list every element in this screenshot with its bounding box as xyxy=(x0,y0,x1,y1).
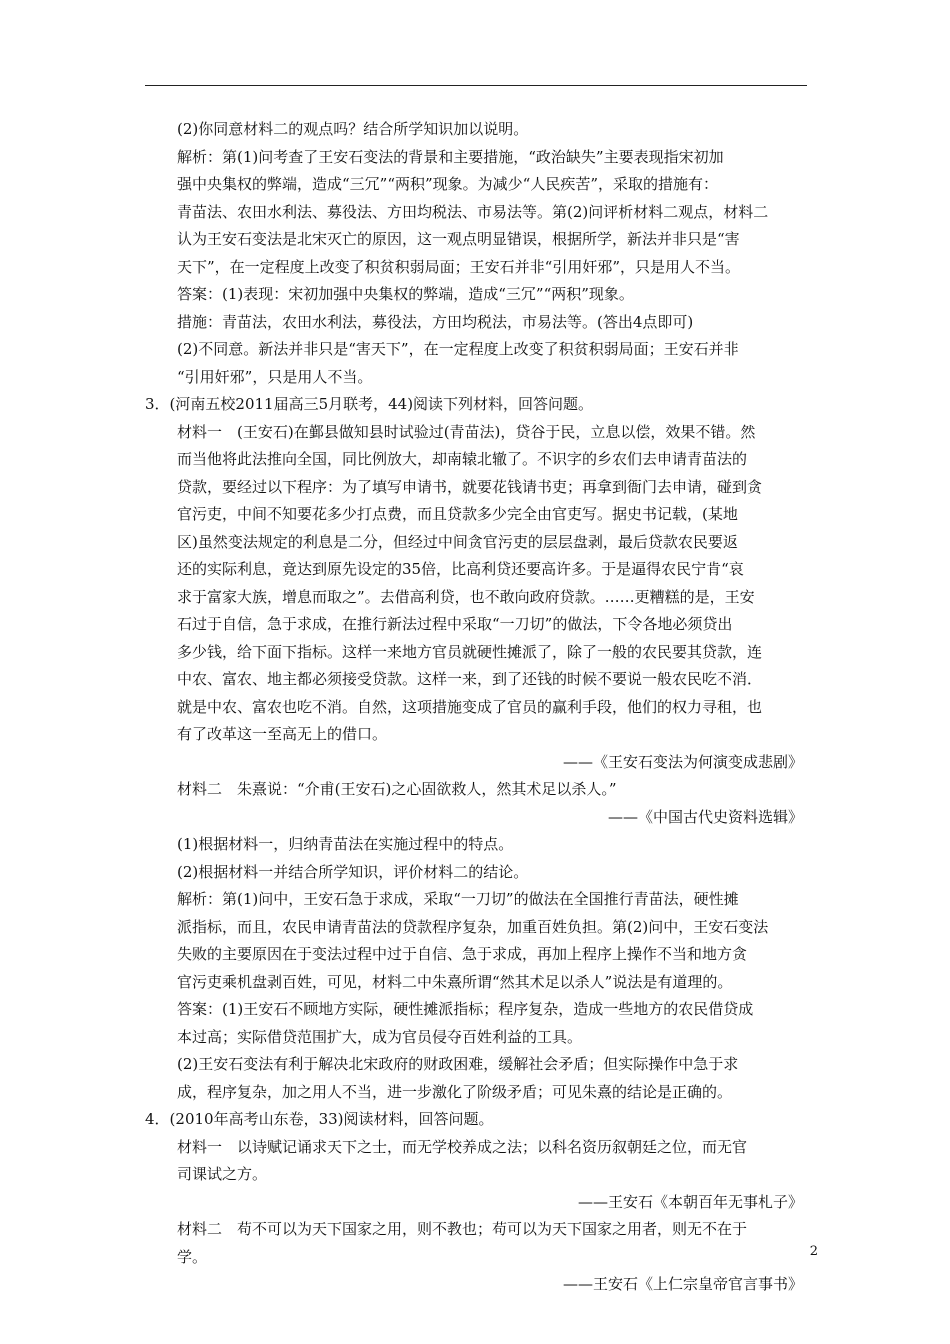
text-line: (2)不同意。新法并非只是“害天下”，在一定程度上改变了积贫积弱局面；王安石并非 xyxy=(177,340,739,358)
text-line: 贷款，要经过以下程序：为了填写申请书，就要花钱请书吏；再拿到衙门去申请，碰到贪 xyxy=(177,477,763,496)
text-line: 材料二 朱熹说：“介甫(王安石)之心固欲救人，然其术足以杀人。” xyxy=(177,780,617,798)
text-line: 区)虽然变法规定的利息是二分，但经过中间贪官污吏的层层盘剥，最后贷款农民要返 xyxy=(177,532,738,551)
text-line: 材料一 (王安石)在鄞县做知县时试验过(青苗法)，贷谷于民，立息以偿，效果不错。然 xyxy=(177,422,756,441)
text-line: 认为王安石变法是北宋灭亡的原因，这一观点明显错误，根据所学，新法并非只是“害 xyxy=(177,230,740,248)
document-body xyxy=(145,116,807,1299)
source-citation: ——《中国古代史资料选辑》 xyxy=(607,807,803,826)
text-line: 石过于自信，急于求成，在推行新法过程中采取“一刀切”的做法，下令各地必须贷出 xyxy=(177,615,733,633)
text-line: 还的实际利息，竟达到原先设定的35倍，比高利贷还要高许多。于是逼得农民宁肯“哀 xyxy=(177,560,744,578)
text-line: 3．(河南五校2011届高三5月联考，44)阅读下列材料，回答问题。 xyxy=(145,395,594,413)
text-line: 失败的主要原因在于变法过程中过于自信、急于求成，再加上程序上操作不当和地方贪 xyxy=(177,945,748,963)
text-line: 强中央集权的弊端，造成“三冗”“两积”现象。为减少“人民疾苦”，采取的措施有： xyxy=(177,175,719,193)
text-line: 本过高；实际借贷范围扩大，成为官员侵夺百姓利益的工具。 xyxy=(177,1027,583,1046)
text-line: (1)根据材料一，归纳青苗法在实施过程中的特点。 xyxy=(177,835,514,853)
text-line: 解析：第(1)问中，王安石急于求成，采取“一刀切”的做法在全国推行青苗法，硬性摊 xyxy=(177,890,739,908)
text-line: 学。 xyxy=(177,1247,208,1266)
text-line: 而当他将此法推向全国，同比例放大，却南辕北辙了。不识字的乡农们去申请青苗法的 xyxy=(177,450,748,468)
text-line: 有了改革这一至高无上的借口。 xyxy=(177,725,388,743)
text-line: 官污吏乘机盘剥百姓，可见，材料二中朱熹所谓“然其术足以杀人”说法是有道理的。 xyxy=(177,972,733,991)
text-line: 4．(2010年高考山东卷，33)阅读材料，回答问题。 xyxy=(145,1110,494,1128)
text-line: 求于富家大族，增息而取之”。去借高利贷，也不敢向政府贷款。……更糟糕的是，王安 xyxy=(177,587,755,606)
text-line: 就是中农、富农也吃不消。自然，这项措施变成了官员的赢利手段，他们的权力寻租，也 xyxy=(177,697,763,716)
text-line: 中农、富农、地主都必须接受贷款。这样一来，到了还钱的时候不要说一般农民吃不消． xyxy=(177,670,763,688)
text-line: 解析：第(1)问考查了王安石变法的背景和主要措施，“政治缺失”主要表现指宋初加 xyxy=(177,147,724,166)
source-citation: ——王安石《本朝百年无事札子》 xyxy=(577,1192,803,1211)
text-line: 材料二 苟不可以为天下国家之用，则不教也；苟可以为天下国家之用者，则无不在于 xyxy=(177,1220,748,1238)
text-line: 派指标，而且，农民申请青苗法的贷款程序复杂，加重百姓负担。第(2)问中，王安石变法 xyxy=(177,917,769,936)
text-line: 成，程序复杂，加之用人不当，进一步激化了阶级矛盾；可见朱熹的结论是正确的。 xyxy=(177,1082,733,1101)
source-citation: ——王安石《上仁宗皇帝官言事书》 xyxy=(562,1275,803,1293)
header-rule xyxy=(145,85,807,86)
text-line: (2)你同意材料二的观点吗？结合所学知识加以说明。 xyxy=(177,120,529,138)
source-citation: ——《王安石变法为何演变成悲剧》 xyxy=(562,752,803,771)
text-line: “引用奸邪”，只是用人不当。 xyxy=(177,367,373,386)
text-line: 天下”，在一定程度上改变了积贫积弱局面；王安石并非“引用奸邪”，只是用人不当。 xyxy=(177,257,741,276)
page-number: 2 xyxy=(809,1244,818,1259)
text-line: 答案：(1)表现：宋初加强中央集权的弊端，造成“三冗”“两积”现象。 xyxy=(177,285,634,303)
text-line: 措施：青苗法，农田水利法，募役法，方田均税法，市易法等。(答出4点即可) xyxy=(177,312,694,331)
text-line: 司课试之方。 xyxy=(177,1165,268,1183)
text-line: (2)根据材料一并结合所学知识，评价材料二的结论。 xyxy=(177,862,529,881)
text-line: 青苗法、农田水利法、募役法、方田均税法、市易法等。第(2)问评析材料二观点，材料二 xyxy=(177,202,769,221)
text-line: 答案：(1)王安石不顾地方实际，硬性摊派指标；程序复杂，造成一些地方的农民借贷成 xyxy=(177,1000,754,1018)
text-line: 多少钱，给下面下指标。这样一来地方官员就硬性摊派了，除了一般的农民要其贷款，连 xyxy=(177,642,763,661)
text-line: 材料一 以诗赋记诵求天下之士，而无学校养成之法；以科名资历叙朝廷之位，而无官 xyxy=(177,1137,748,1156)
text-line: (2)王安石变法有利于解决北宋政府的财政困难，缓解社会矛盾；但实际操作中急于求 xyxy=(177,1055,739,1073)
text-line: 官污吏，中间不知要花多少打点费，而且贷款多少完全由官吏写。据史书记载，(某地 xyxy=(177,505,738,523)
